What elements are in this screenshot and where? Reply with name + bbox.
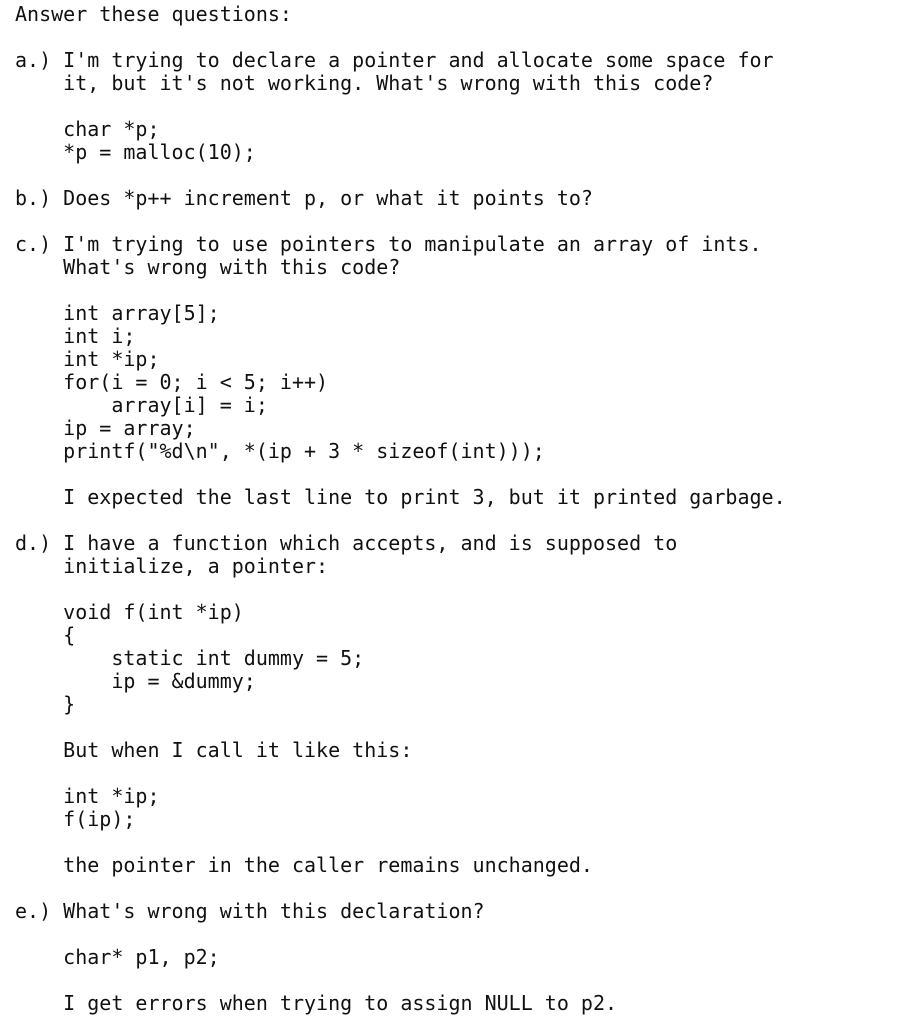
code-line: *p = malloc(10); [15,140,256,164]
code-line: int i; [15,324,136,348]
question-d-note: the pointer in the caller remains unchanged. [15,853,593,877]
code-line: void f(int *ip) [15,600,244,624]
code-line: } [15,692,76,716]
question-b-line: b.) Does *p++ increment p, or what it points to? [15,186,593,210]
question-e-note: I get errors when trying to assign NULL to p2. [15,991,618,1015]
question-a-line: it, but it's not working. What's wrong with this code? [15,71,714,95]
intro-line: Answer these questions: [15,2,292,26]
code-line: printf("%d\n", *(ip + 3 * sizeof(int))); [15,439,545,463]
question-a-line: a.) I'm trying to declare a pointer and allocate some space for [15,48,774,72]
code-line: int array[5]; [15,301,220,325]
question-c-note: I expected the last line to print 3, but it printed garbage. [15,485,786,509]
question-d-line: initialize, a pointer: [15,554,329,578]
code-line: { [15,623,76,647]
question-c-line: c.) I'm trying to use pointers to manipulate an array of ints. [15,232,762,256]
code-line: char *p; [15,117,160,141]
question-c-line: What's wrong with this code? [15,255,401,279]
question-e-line: e.) What's wrong with this declaration? [15,899,485,923]
code-line: f(ip); [15,807,136,831]
code-line: ip = array; [15,416,196,440]
question-d-note: But when I call it like this: [15,738,413,762]
code-line: array[i] = i; [15,393,268,417]
code-line: for(i = 0; i < 5; i++) [15,370,329,394]
code-line: char* p1, p2; [15,945,220,969]
question-d-line: d.) I have a function which accepts, and is supposed to [15,531,678,555]
code-line: int *ip; [15,784,160,808]
code-line: static int dummy = 5; [15,646,365,670]
code-line: int *ip; [15,347,160,371]
code-line: ip = &dummy; [15,669,256,693]
